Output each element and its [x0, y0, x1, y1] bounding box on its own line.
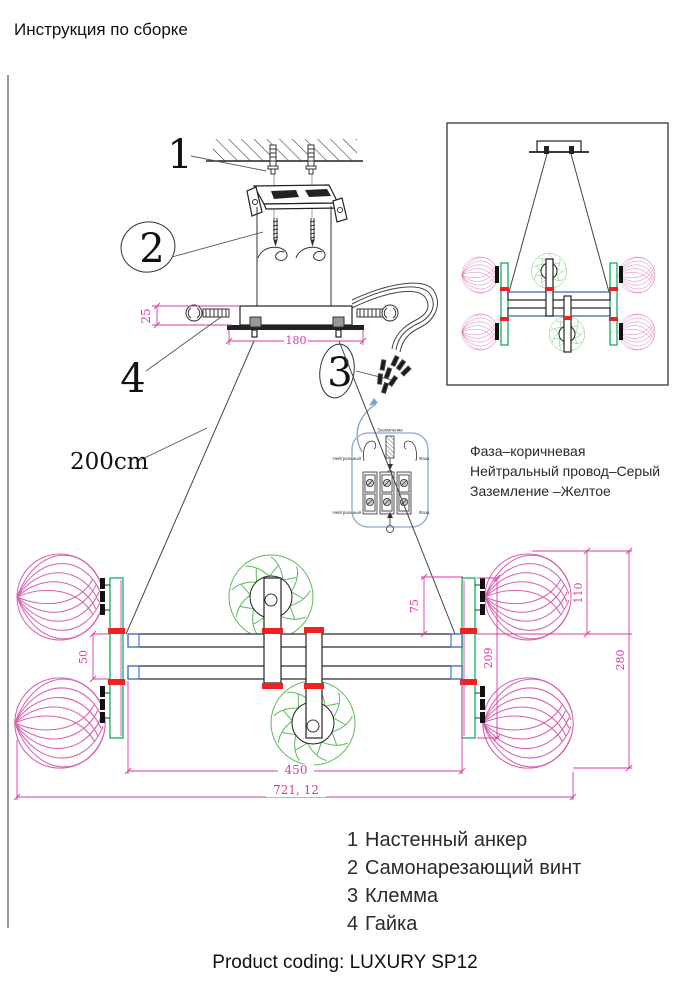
wire-connectors [378, 356, 411, 394]
lamp-holders [100, 578, 485, 723]
wiring-neutral: Нейтральный провод–Серый [470, 463, 661, 479]
terminal-block [332, 428, 429, 533]
svg-text:450: 450 [284, 763, 308, 777]
callout-4 [120, 317, 221, 402]
svg-text:50: 50 [77, 650, 90, 664]
legend-item-screw: 2 Самонарезающий винт [347, 857, 582, 879]
suspension-cable-right [339, 341, 455, 634]
pink-globe-lower-right [483, 678, 573, 768]
cable-length-label: 200cm [70, 449, 149, 475]
dim-total-height [573, 548, 632, 771]
spring-clips [258, 247, 325, 260]
terminal-label-phase-lower: Фаза [419, 510, 430, 515]
main-bar-upper [128, 634, 462, 647]
svg-text:280: 280 [614, 649, 627, 671]
legend-item-nut: 4 Гайка [347, 913, 418, 935]
legend-item-anchor: 1 Настенный анкер [347, 829, 528, 851]
terminal-label-neutral-upper: Нейтральный [332, 456, 361, 461]
pink-globe-upper-left [17, 554, 103, 640]
wiring-info [470, 441, 660, 501]
wire-bundle [352, 283, 437, 393]
svg-text:110: 110 [572, 582, 585, 604]
svg-text:2: 2 [139, 226, 165, 272]
terminal-label-ground: Заземление [377, 427, 403, 433]
terminal-label-neutral-lower: Нейтральный [332, 510, 361, 515]
page-title: Инструкция по сборке [14, 20, 188, 39]
product-coding: Product coding: LUXURY SP12 [212, 952, 478, 973]
callout-3 [316, 342, 392, 400]
parts-legend [347, 826, 581, 938]
terminal-label-phase-upper: Фаза [419, 456, 430, 461]
svg-text:1: 1 [167, 132, 193, 178]
chandelier-frame-drawing [14, 548, 632, 800]
svg-text:180: 180 [285, 334, 307, 347]
ceiling [206, 139, 363, 161]
main-bar-lower [128, 666, 462, 679]
svg-text:4: 4 [120, 356, 146, 402]
svg-text:209: 209 [482, 647, 495, 669]
svg-text:721, 12: 721, 12 [273, 783, 319, 797]
svg-text:75: 75 [408, 599, 421, 613]
legend-item-terminal: 3 Клемма [347, 885, 439, 907]
wiring-phase: Фаза–коричневая [470, 443, 586, 459]
self-tapping-screws [273, 218, 315, 245]
mounting-bracket [247, 185, 347, 222]
ceiling-plate [227, 306, 364, 337]
pink-globe-upper-right [485, 554, 571, 640]
wiring-ground: Заземление –Желтое [470, 483, 611, 499]
pink-globe-lower-left [15, 678, 105, 768]
svg-text:3: 3 [327, 350, 353, 396]
assembled-view-inset [447, 123, 668, 385]
svg-text:25: 25 [139, 308, 153, 324]
callout-2 [116, 217, 263, 277]
dim-plate-width [226, 330, 366, 347]
terminal-pointer-arrow [357, 398, 378, 452]
dim-bar-gap [77, 631, 110, 682]
